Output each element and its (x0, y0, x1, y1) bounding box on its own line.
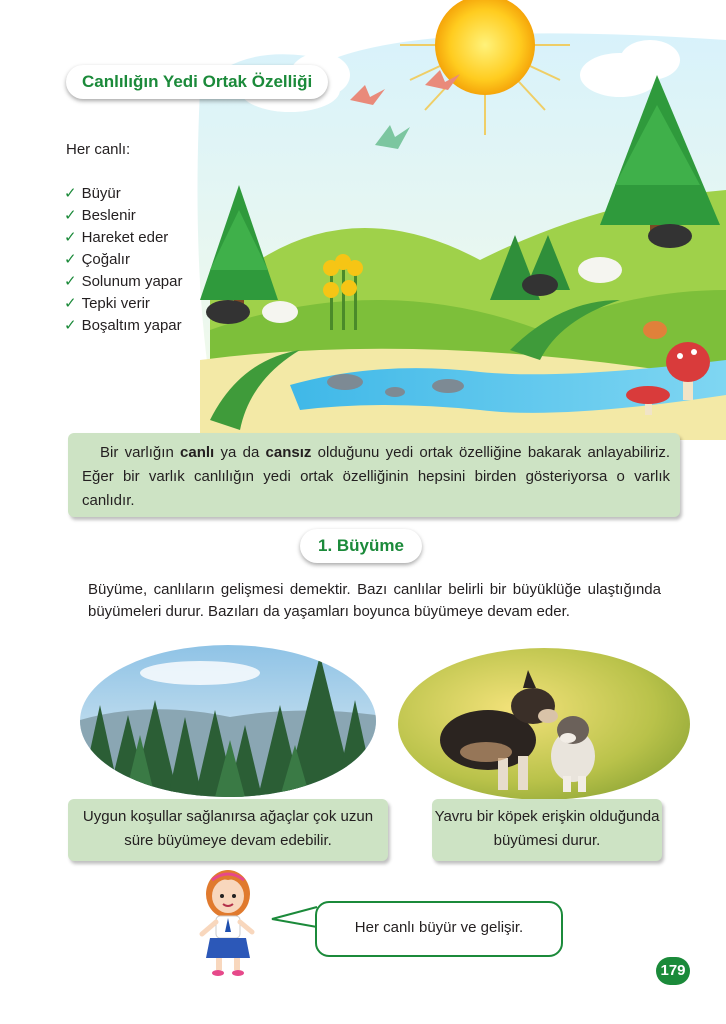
check-icon: ✓ (64, 317, 77, 334)
info-text-part: olduğunu yedi ortak özelliğine bakarak anlayabiliriz. Eğer bir varlık canlılığın yedi ortak özelliğinin hepsini birden gösteriyorsa o varlık canlıdır. (82, 444, 671, 509)
info-text-part: Bir varlığın (100, 444, 181, 461)
check-icon: ✓ (64, 251, 77, 268)
trait-item (64, 205, 182, 227)
info-bold-cansiz: cansız (265, 444, 312, 461)
forest-photo (80, 645, 376, 797)
page-number: 179 (656, 957, 690, 985)
check-icon: ✓ (64, 185, 77, 202)
girl-character-illustration (196, 866, 260, 978)
trait-label: Solunum yapar (81, 273, 183, 290)
section-title: 1. Büyüme (300, 529, 422, 563)
caption-forest: Uygun koşullar sağlanırsa ağaçlar çok uzun süre büyümeye devam edebilir. (82, 808, 374, 849)
page-title: Canlılığın Yedi Ortak Özelliği (66, 65, 328, 99)
section-paragraph: Büyüme, canlıların gelişmesi demektir. Bazı canlılar belirli bir büyüklüğe ulaştığında büyümeleri durur. Bazıları da yaşamları boyunca büyümeye devam eder. (88, 581, 661, 620)
traits-list (64, 183, 182, 337)
trait-label: Büyür (81, 185, 121, 202)
speech-bubble-text: Her canlı büyür ve gelişir. (354, 919, 524, 936)
check-icon: ✓ (64, 295, 77, 312)
traits-lead: Her canlı: (66, 141, 131, 158)
trait-item (64, 271, 182, 293)
dogs-photo (398, 648, 690, 800)
caption-dogs: Yavru bir köpek erişkin olduğunda büyümesi durur. (434, 808, 660, 849)
trait-item (64, 183, 182, 205)
check-icon: ✓ (64, 207, 77, 224)
trait-label: Tepki verir (81, 295, 150, 312)
trait-label: Boşaltım yapar (81, 317, 182, 334)
check-icon: ✓ (64, 229, 77, 246)
trait-item (64, 315, 182, 337)
info-text (82, 441, 670, 513)
trait-label: Çoğalır (81, 251, 130, 268)
info-bold-canli: canlı (180, 444, 215, 461)
speech-bubble-tail (270, 903, 318, 933)
trait-item (64, 227, 182, 249)
trait-label: Beslenir (81, 207, 136, 224)
trait-item (64, 293, 182, 315)
check-icon: ✓ (64, 273, 77, 290)
trait-label: Hareket eder (81, 229, 169, 246)
info-text-part: ya da (214, 444, 266, 461)
trait-item (64, 249, 182, 271)
